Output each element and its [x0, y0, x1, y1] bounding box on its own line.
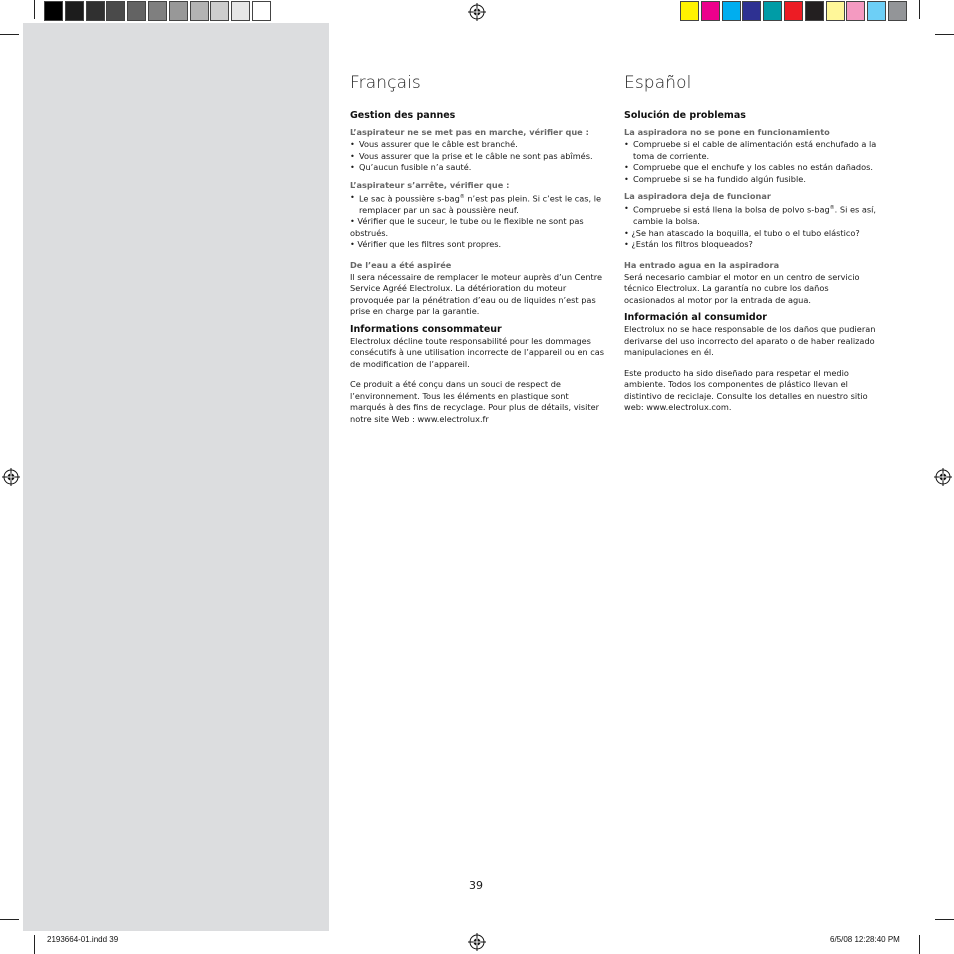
slug-file-info: 2193664-01.indd 39 — [47, 935, 119, 944]
crop-mark — [919, 935, 920, 954]
registration-mark-icon — [2, 468, 20, 486]
spanish-title: Español — [624, 73, 692, 93]
color-swatch — [86, 1, 105, 21]
registration-mark-icon — [468, 933, 486, 951]
consumer-info-heading: Informations consommateur — [350, 323, 502, 335]
consumer-info-heading: Información al consumidor — [624, 312, 767, 324]
list-item-text: . Si es así, cambie la bolsa. — [633, 204, 877, 227]
bullet-list — [624, 203, 879, 228]
slug-timestamp: 6/5/08 12:28:40 PM — [830, 935, 900, 944]
crop-mark — [34, 0, 35, 19]
registration-mark-icon — [468, 3, 486, 21]
color-swatch — [742, 1, 761, 21]
list-item: • Vous assurer que le câble est branché. — [350, 139, 605, 151]
french-title: Français — [350, 73, 421, 93]
color-swatch — [680, 1, 699, 21]
registered-mark: ® — [459, 193, 465, 200]
color-swatch — [826, 1, 845, 21]
list-item: • ¿Se han atascado la boquilla, el tubo o el tubo elástico? — [624, 227, 860, 238]
list-item: • Compruebe si el cable de alimentación está enchufado a la toma de corriente. — [624, 139, 879, 162]
list-item: • ¿Están los filtros bloqueados? — [624, 239, 753, 250]
color-swatch — [867, 1, 886, 21]
color-swatch — [701, 1, 720, 21]
crop-mark — [0, 34, 19, 35]
list-item-text: n’est pas plein. Si c’est le cas, le remplacer par un sac à poussière neuf. — [359, 193, 602, 215]
registration-mark-icon — [934, 468, 952, 486]
color-swatch — [722, 1, 741, 21]
subheading-stops: La aspiradora deja de funcionar — [624, 191, 771, 201]
list-item-text: Compruebe si está llena la bolsa de polvo s-bag — [633, 204, 830, 215]
list-item: • Compruebe si se ha fundido algún fusible. — [624, 174, 879, 186]
registered-mark: ® — [829, 205, 835, 211]
paragraph: Este producto ha sido diseñado para respetar el medio ambiente. Todos los componentes de plástico llevan el distintivo de reciclaje. Consulte los detalles en nuestro sitio web: www.electrolux.com. — [624, 367, 868, 413]
color-swatch — [784, 1, 803, 21]
list-item — [350, 192, 605, 217]
subheading-water: De l’eau a été aspirée — [350, 259, 452, 270]
color-swatch — [888, 1, 907, 21]
bullet-list — [350, 192, 605, 217]
color-swatch — [127, 1, 146, 21]
subheading-not-starting: L’aspirateur ne se met pas en marche, vérifier que : — [350, 127, 589, 137]
color-swatch — [190, 1, 209, 21]
list-item — [624, 203, 879, 228]
subheading-water: Ha entrado agua en la aspiradora — [624, 259, 780, 270]
spanish-column — [624, 73, 879, 420]
french-column — [350, 73, 605, 431]
color-swatch — [231, 1, 250, 21]
color-swatch — [148, 1, 167, 21]
color-swatch — [763, 1, 782, 21]
crop-mark — [935, 919, 954, 920]
color-swatch — [252, 1, 271, 21]
troubleshooting-heading: Solución de problemas — [624, 110, 746, 121]
paragraph: Il sera nécessaire de remplacer le moteur auprès d’un Centre Service Agréé Electrolux. La détérioration du moteur provoquée par la pénétration d’eau ou de liquides n’est pas prise en charge par la garantie. — [350, 271, 602, 317]
color-swatch — [846, 1, 865, 21]
list-item: • Vous assurer que la prise et le câble ne sont pas abîmés. — [350, 151, 605, 163]
paragraph: Electrolux décline toute responsabilité pour les dommages consécutifs à une utilisation incorrecte de l’appareil ou en cas de modification de l’appareil. — [350, 335, 605, 369]
crop-mark — [919, 0, 920, 19]
subheading-stops: L’aspirateur s’arrête, vérifier que : — [350, 179, 510, 190]
color-swatch — [65, 1, 84, 21]
color-swatch — [44, 1, 63, 21]
crop-mark — [935, 34, 954, 35]
list-item-text: Le sac à poussière s-bag — [359, 193, 460, 204]
paragraph: Será necesario cambiar el motor en un centro de servicio técnico Electrolux. La garantía no cubre los daños ocasionados al motor por la entrada de agua. — [624, 271, 860, 305]
list-item: • Compruebe que el enchufe y los cables no están dañados. — [624, 162, 879, 174]
list-item: • Qu’aucun fusible n’a sauté. — [350, 162, 605, 174]
color-swatch — [805, 1, 824, 21]
crop-mark — [34, 935, 35, 954]
color-swatch — [169, 1, 188, 21]
gray-panel — [23, 23, 329, 931]
crop-mark — [0, 919, 19, 920]
bullet-list — [624, 139, 879, 185]
paragraph: Ce produit a été conçu dans un souci de respect de l’environnement. Tous les éléments en plastique sont marqués à des fins de recyclage. Pour plus de détails, visiter notre site Web : www.electrolux.fr — [350, 379, 600, 424]
paragraph: Electrolux no se hace responsable de los daños que pudieran derivarse del uso incorrecto del aparato o de haber realizado manipulaciones en él. — [624, 324, 876, 358]
list-item: • Vérifier que les filtres sont propres. — [350, 239, 502, 250]
list-item: • Vérifier que le suceur, le tube ou le flexible ne sont pas obstrués. — [350, 216, 584, 238]
subheading-not-starting: La aspiradora no se pone en funcionamiento — [624, 127, 830, 137]
troubleshooting-heading: Gestion des pannes — [350, 110, 456, 121]
color-swatch — [106, 1, 125, 21]
color-swatch — [210, 1, 229, 21]
page-number: 39 — [469, 879, 483, 892]
bullet-list — [350, 139, 605, 174]
